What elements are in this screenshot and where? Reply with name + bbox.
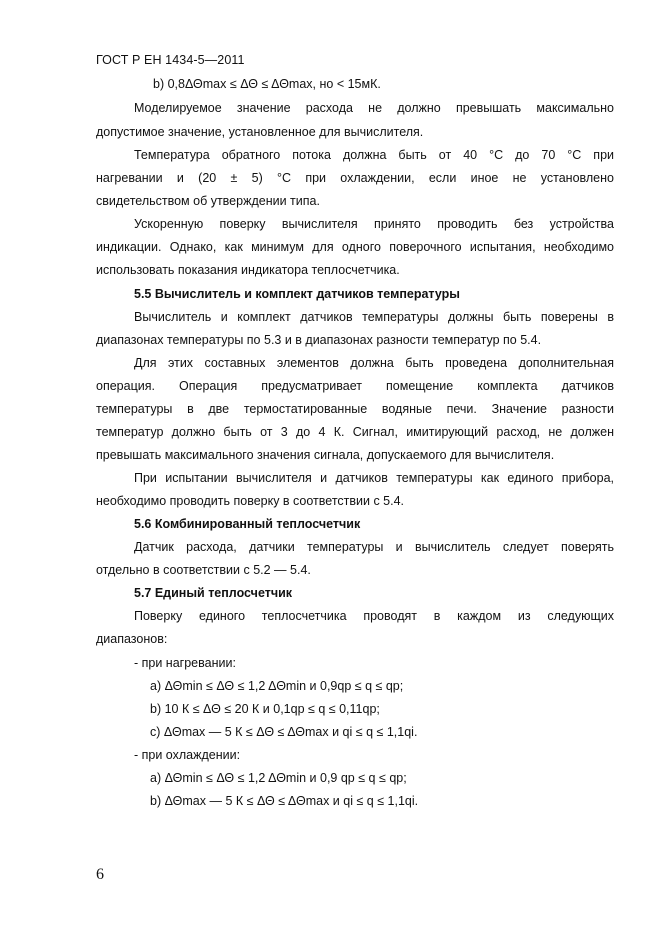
text-line: диапазонах температуры по 5.3 и в диапазонах разности температур по 5.4. [96,333,542,347]
text-line: При испытании вычислителя и датчиков температуры как единого прибора, [134,471,614,485]
text-line: Температура обратного потока должна быть от 40 °С до 70 °С при [134,148,614,162]
text-line: превышать максимального значения сигнала, допускаемого для вычислителя. [96,448,555,462]
text-line: b) 0,8ΔΘmax ≤ ΔΘ ≤ ΔΘmax, но < 15мК. [153,77,381,91]
text-line: температуры в две термостатированные водяные печи. Значение разности [96,402,614,416]
page-number: 6 [96,866,104,883]
text-line: Ускоренную поверку вычислителя принято проводить без устройства [134,217,614,231]
text-line: Для этих составных элементов должна быть проведена дополнительная [134,356,614,370]
text-line: Поверку единого теплосчетчика проводят в каждом из следующих [134,609,614,623]
text-line: температур должно быть от 3 до 4 К. Сигнал, имитирующий расход, не должен [96,425,614,439]
text-line: свидетельством об утверждении типа. [96,194,320,208]
text-line: необходимо проводить поверку в соответствии с 5.4. [96,494,405,508]
formula-line: c) ΔΘmax — 5 К ≤ ΔΘ ≤ ΔΘmax и qi ≤ q ≤ 1,1qi. [150,725,418,739]
text-line: использовать показания индикатора теплосчетчика. [96,263,400,277]
text-line: индикации. Однако, как минимум для одного поверочного испытания, необходимо [96,240,614,254]
text-line: допустимое значение, установленное для вычислителя. [96,125,424,139]
formula-line: a) ΔΘmin ≤ ΔΘ ≤ 1,2 ΔΘmin и 0,9qp ≤ q ≤ qp; [150,679,404,693]
text-line: отдельно в соответствии с 5.2 — 5.4. [96,563,311,577]
text-line: Вычислитель и комплект датчиков температуры должны быть поверены в [134,310,614,324]
text-line: Датчик расхода, датчики температуры и вычислитель следует поверять [134,540,614,554]
section-heading-5-7: 5.7 Единый теплосчетчик [134,586,293,600]
section-heading-5-6: 5.6 Комбинированный теплосчетчик [134,517,361,531]
text-line: операция. Операция предусматривает помещение комплекта датчиков [96,379,614,393]
list-item-heating: - при нагревании: [134,656,236,670]
section-heading-5-5: 5.5 Вычислитель и комплект датчиков температуры [134,287,460,301]
formula-line: b) ΔΘmax — 5 К ≤ ΔΘ ≤ ΔΘmax и qi ≤ q ≤ 1,1qi. [150,794,419,808]
text-line: диапазонов: [96,632,168,646]
text-line: нагревании и (20 ± 5) °С при охлаждении, если иное не установлено [96,171,614,185]
text-line: Моделируемое значение расхода не должно превышать максимально [134,101,614,115]
list-item-cooling: - при охлаждении: [134,748,241,762]
formula-line: a) ΔΘmin ≤ ΔΘ ≤ 1,2 ΔΘmin и 0,9 qp ≤ q ≤ qp; [150,771,407,785]
formula-line: b) 10 К ≤ ΔΘ ≤ 20 К и 0,1qp ≤ q ≤ 0,11qp; [150,702,380,716]
document-header: ГОСТ Р ЕН 1434-5—2011 [96,53,245,67]
